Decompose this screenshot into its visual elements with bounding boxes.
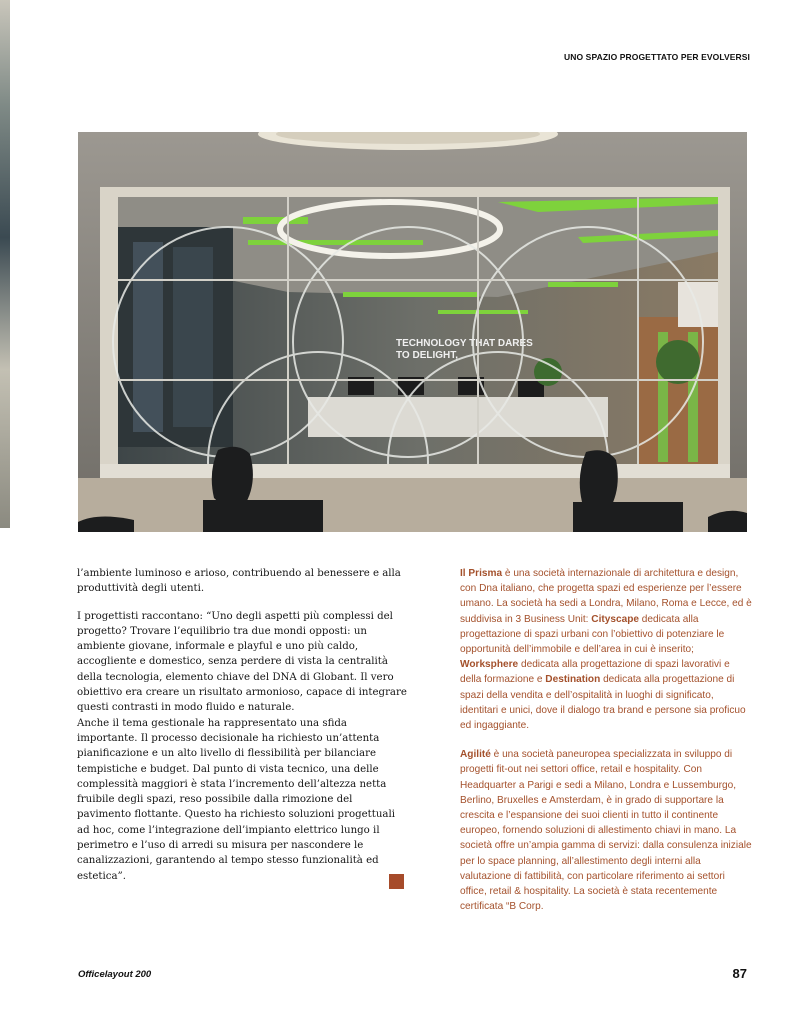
paragraph-intro-continuation: l’ambiente luminoso e arioso, contribuendo al benessere e alla produttività degli utenti.: [77, 568, 401, 595]
cityscape-label: Cityscape: [591, 613, 639, 625]
agilite-name: Agilité: [460, 749, 491, 761]
right-text-column: [460, 566, 752, 928]
worksphere-label: Worksphere: [460, 659, 519, 671]
paragraph-agilite: Agilité è una società paneuropea specializzata in sviluppo di progetti fit-out nei settori office, retail e hospitality. Con Headquarter a Parigi e sedi a Milano, Londra e Lussemburgo, Berlino, Bruxelles e Amsterdam, è in grado di supportare la crescita e l’espansione dei suoi clienti in tutto il continente europeo, fornendo soluzioni di allestimento chiavi in mano. La società offre un’ampia gamma di servizi: dalla consulenza iniziale per lo space planning, all’allestimento degli interni alla valutazione di fattibilità, con particolare riferimento ai settori office, retail & hospitality. La società è stata recentemente certificata “B Corp.: [460, 749, 752, 913]
destination-label: Destination: [545, 674, 601, 686]
magazine-name: Officelayout 200: [78, 969, 152, 980]
running-header: UNO SPAZIO PROGETTATO PER EVOLVERSI: [564, 52, 750, 62]
page-number: 87: [732, 966, 747, 981]
wall-slogan-line2: TO DELIGHT,: [396, 350, 459, 361]
article-end-square: [389, 874, 404, 889]
prisma-name: Il Prisma: [460, 568, 503, 579]
paragraph-management-challenge: Anche il tema gestionale ha rappresentato una sfida importante. Il processo decisionale ha richiesto un’attenta pianificazione e un alto livello di flessibilità per bilanciare tempistiche e budget. Dal punto di vista tecnico, una delle complessità maggiori è stata l’incremento dell’altezza netta fruibile degli spazi, reso possibile dalla rimozione del pavimento flottante. Questo ha richiesto soluzioni progettuali ad hoc, come l’integrazione dell’impianto elettrico lungo il perimetro e l’uso di arredi su misura per nascondere le canalizzazioni, garantendo al tempo stesso funzionalità ed estetica”.: [77, 717, 395, 882]
paragraph-designers-quote: I progettisti raccontano: “Uno degli aspetti più complessi del progetto? Trovare l’equilibrio tra due mondi opposti: un ambiente giovane, informale e playful e uno più caldo, accogliente e domestico, senza perdere di vista la centralità della tecnologia, elemento chiave del DNA di Globant. Il vero obiettivo era creare un risultato armonioso, capace di integrare questi contrasti in modo fluido e naturale.: [77, 610, 407, 714]
adjacent-page-photo-strip: [0, 0, 10, 528]
left-text-column: [77, 566, 407, 896]
office-interior-photo: [78, 132, 747, 532]
paragraph-prisma: Il Prisma è una società internazionale di architettura e design, con Dna italiano, che progetta spazi ed esperienze per l’essere umano. La società ha sedi a Londra, Milano, Roma e Lecce, ed è suddivisa in 3 Business Unit: Cityscape dedicata alla progettazione di spazi urbani con l’obiettivo di potenziare le opportunità dell’immobile e dell’area in cui è inserito; Worksphere dedicata alla progettazione di spazi lavorativi e della formazione e Destination dedicata alla progettazione di spazi della vendita e dell’ospitalità in luoghi di significato, identitari e unici, dove il dialogo tra brand e persone sia proficuo ed ingaggiante.: [460, 568, 752, 732]
wall-slogan-line1: TECHNOLOGY THAT DARES: [396, 338, 533, 349]
